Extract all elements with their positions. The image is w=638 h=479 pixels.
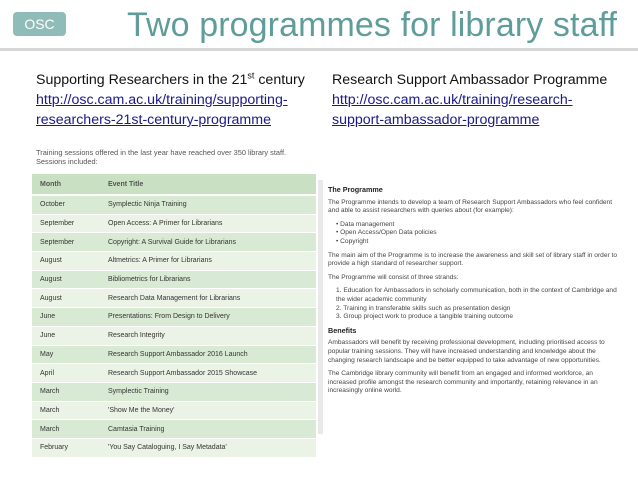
right-heading: Research Support Ambassador Programme	[332, 72, 608, 88]
month-cell: June	[32, 326, 100, 345]
training-sessions-image	[30, 142, 318, 461]
benefits-paragraph: The Cambridge library community will benefit from an engaged and informed workforce, an increased profile amongst the research community and importantly, retaining relevance in an increasingly online world.	[328, 370, 598, 395]
event-title-cell: Research Support Ambassador 2016 Launch	[100, 345, 316, 364]
event-title-cell: Symplectic Ninja Training	[100, 195, 316, 214]
event-title-cell: Bibliometrics for Librarians	[100, 270, 316, 289]
table-row	[32, 420, 316, 439]
programme-document-image	[318, 180, 628, 434]
event-title-cell: Open Access: A Primer for Librarians	[100, 214, 316, 233]
event-title-cell: Research Integrity	[100, 326, 316, 345]
ambassador-programme-link[interactable]: http://osc.cam.ac.uk/training/research-support-ambassador-programme	[332, 92, 573, 128]
strand-item: 3. Group project work to produce a tangible training outcome	[336, 313, 514, 321]
month-header: Month	[32, 174, 100, 195]
table-row	[32, 438, 316, 457]
table-row	[32, 326, 316, 345]
sessions-table	[32, 174, 316, 458]
event-title-cell: Camtasia Training	[100, 420, 316, 439]
month-cell: April	[32, 364, 100, 383]
event-title-cell: Altmetrics: A Primer for Librarians	[100, 252, 316, 271]
table-row	[32, 214, 316, 233]
table-row	[32, 345, 316, 364]
event-title-cell: 'Show Me the Money'	[100, 401, 316, 420]
strand-item: 1. Education for Ambassadors in scholarly communication, both in the context of Cambridge and the wider academic community	[336, 287, 617, 303]
month-cell: August	[32, 270, 100, 289]
title-divider	[0, 48, 638, 51]
topic-item: • Data management	[336, 221, 618, 230]
table-row	[32, 252, 316, 271]
benefits-heading: Benefits	[328, 325, 357, 335]
programme-intro: The Programme intends to develop a team of Research Support Ambassadors who feel confident and able to assist researchers with queries about (for example):	[328, 198, 613, 215]
benefits-paragraph: Ambassadors will benefit by receiving professional development, including prioritised access to popular training sessions. They will have increased understanding and knowledge about the changing research landscape and be better equipped to take advantage of new opportunities.	[328, 339, 605, 364]
month-cell: August	[32, 289, 100, 308]
table-row	[32, 289, 316, 308]
sessions-intro: Training sessions offered in the last year have reached over 350 library staff. Sessions included:	[36, 148, 287, 166]
month-cell: August	[32, 252, 100, 271]
month-cell: September	[32, 233, 100, 252]
osc-badge: OSC	[13, 12, 66, 36]
programme-heading: The Programme	[328, 185, 383, 194]
table-row	[32, 270, 316, 289]
table-row	[32, 401, 316, 420]
topic-list	[328, 221, 618, 247]
event-title-cell: Symplectic Training	[100, 382, 316, 401]
month-cell: October	[32, 195, 100, 214]
slide-title: Two programmes for library staff	[127, 6, 618, 44]
topic-item: • Open Access/Open Data policies	[336, 229, 618, 238]
table-row	[32, 233, 316, 252]
event-title-cell: Research Data Management for Librarians	[100, 289, 316, 308]
event-title-header: Event Title	[100, 174, 316, 195]
right-column	[332, 70, 622, 130]
table-row	[32, 382, 316, 401]
topic-item: • Copyright	[336, 238, 618, 247]
month-cell: March	[32, 420, 100, 439]
table-row	[32, 308, 316, 327]
strand-item: 2. Training in transferable skills such as presentation design	[336, 304, 511, 312]
month-cell: September	[32, 214, 100, 233]
month-cell: May	[32, 345, 100, 364]
left-column	[36, 70, 328, 130]
month-cell: June	[32, 308, 100, 327]
month-cell: March	[32, 382, 100, 401]
month-cell: March	[32, 401, 100, 420]
left-heading: Supporting Researchers in the 21st century	[36, 70, 305, 88]
table-row	[32, 195, 316, 214]
month-cell: February	[32, 438, 100, 457]
strands-list	[328, 287, 618, 321]
event-title-cell: Copyright: A Survival Guide for Librarians	[100, 233, 316, 252]
document-margin	[318, 180, 323, 434]
programme-aim: The main aim of the Programme is to increase the awareness and skill set of library staff in order to provide a high standard of researcher support.	[328, 251, 618, 268]
event-title-cell: Presentations: From Design to Delivery	[100, 308, 316, 327]
event-title-cell: Research Support Ambassador 2015 Showcase	[100, 364, 316, 383]
supporting-researchers-link[interactable]: http://osc.cam.ac.uk/training/supporting-researchers-21st-century-programme	[36, 92, 288, 128]
strands-intro: The Programme will consist of three strands:	[328, 273, 459, 281]
table-row	[32, 364, 316, 383]
event-title-cell: 'You Say Cataloguing, I Say Metadata'	[100, 438, 316, 457]
